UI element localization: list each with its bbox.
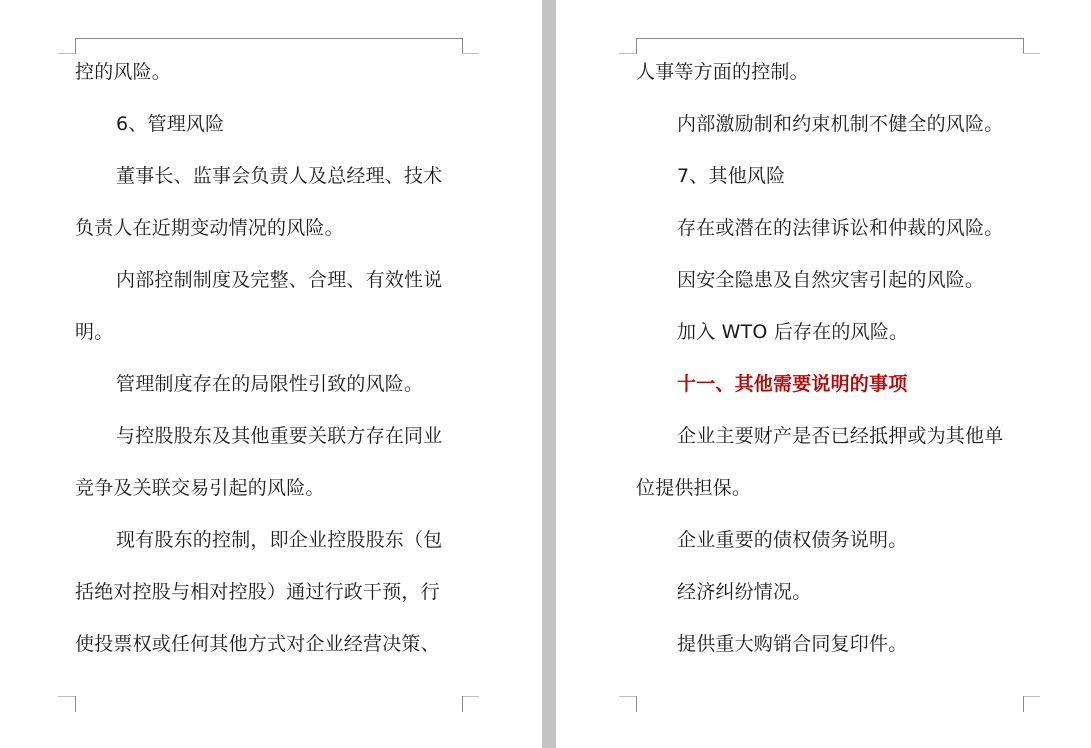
text-line: 经济纠纷情况。: [677, 581, 812, 603]
text-line: 企业主要财产是否已经抵押或为其他单: [677, 425, 1004, 447]
crop-mark-top-left-h: [636, 38, 1024, 39]
crop-mark-bottom-left-h: [58, 696, 75, 697]
crop-mark-bottom-left-v: [636, 696, 637, 712]
text-line: 内部激励制和约束机制不健全的风险。: [677, 113, 1004, 135]
text-line: 括绝对控股与相对控股）通过行政干预，行: [75, 581, 440, 603]
text-line: 企业重要的债权债务说明。: [677, 529, 908, 551]
page-left: [0, 0, 542, 748]
text-line: 控的风险。: [75, 61, 172, 83]
text-line: 因安全隐患及自然灾害引起的风险。: [677, 269, 985, 291]
text-line: 董事长、监事会负责人及总经理、技术: [116, 165, 443, 187]
text-line: 使投票权或任何其他方式对企业经营决策、: [75, 633, 440, 655]
crop-mark-top-left-ext: [58, 53, 75, 54]
text-line: 内部控制制度及完整、合理、有效性说: [116, 269, 443, 291]
text-line: 人事等方面的控制。: [636, 61, 809, 83]
text-line: 加入 WTO 后存在的风险。: [677, 321, 909, 343]
crop-mark-bottom-right-h: [1023, 696, 1040, 697]
section-heading: 十一、其他需要说明的事项: [677, 373, 908, 395]
crop-mark-top-right-ext: [1023, 53, 1040, 54]
text-line: 明。: [75, 321, 114, 343]
crop-mark-bottom-left-v: [75, 696, 76, 712]
crop-mark-bottom-right-v: [1023, 696, 1024, 712]
crop-mark-top-left-h: [75, 38, 463, 39]
crop-mark-bottom-left-h: [619, 696, 636, 697]
text-line: 提供重大购销合同复印件。: [677, 633, 908, 655]
text-line: 位提供担保。: [636, 477, 752, 499]
text-line: 与控股股东及其他重要关联方存在同业: [116, 425, 443, 447]
page-right: [556, 0, 1091, 748]
section-subheading: 7、其他风险: [677, 165, 786, 187]
text-line: 存在或潜在的法律诉讼和仲裁的风险。: [677, 217, 1004, 239]
crop-mark-top-left-ext: [619, 53, 636, 54]
text-line: 竞争及关联交易引起的风险。: [75, 477, 325, 499]
crop-mark-bottom-right-v: [462, 696, 463, 712]
text-line: 现有股东的控制，即企业控股股东（包: [116, 529, 443, 551]
page-separator: [542, 0, 556, 748]
crop-mark-bottom-right-h: [462, 696, 479, 697]
page-right-body[interactable]: [636, 52, 1024, 676]
section-subheading: 6、管理风险: [116, 113, 225, 135]
crop-mark-top-right-ext: [462, 53, 479, 54]
text-line: 管理制度存在的局限性引致的风险。: [116, 373, 424, 395]
page-left-body[interactable]: [75, 52, 463, 676]
text-line: 负责人在近期变动情况的风险。: [75, 217, 344, 239]
